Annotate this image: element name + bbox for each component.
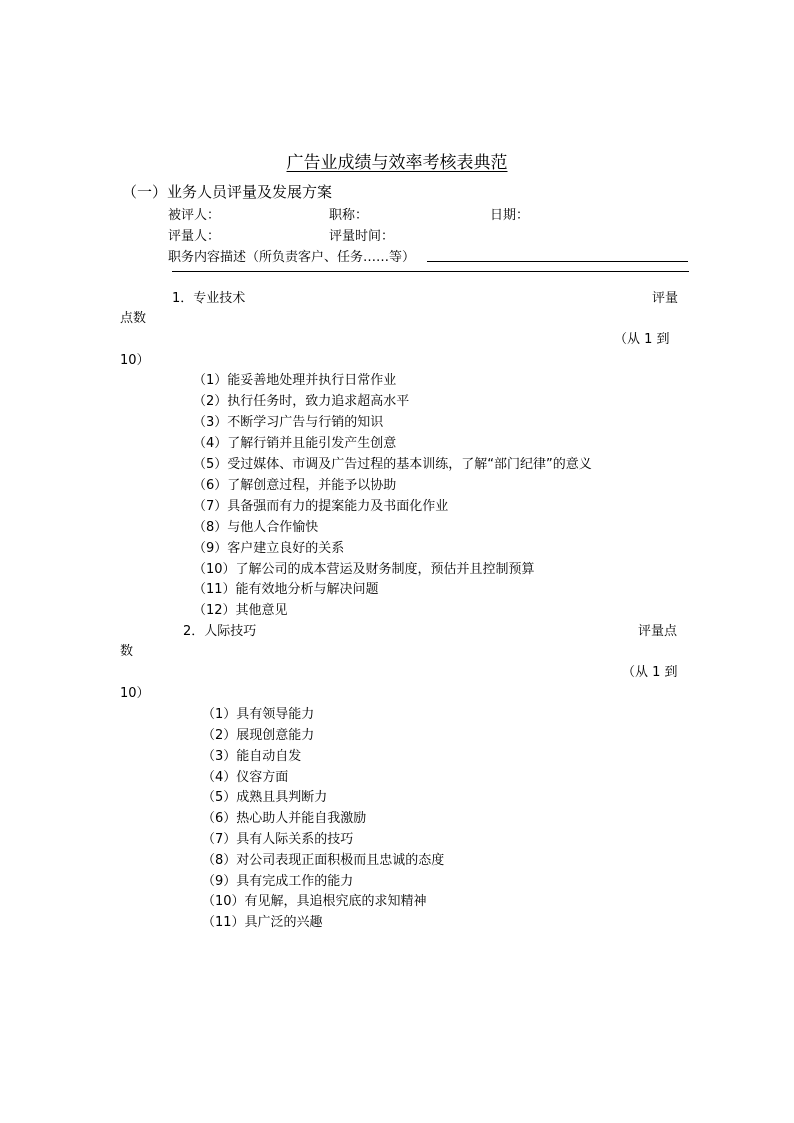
part1-range-label: （从 1 到: [614, 332, 670, 347]
part1-item: （10）了解公司的成本营运及财务制度，预估并且控制预算: [193, 562, 535, 577]
date-label: 日期：: [490, 208, 530, 223]
part1-item: （12）其他意见: [193, 603, 288, 618]
part1-item: （3）不断学习广告与行销的知识: [193, 415, 384, 430]
part2-item: （7）具有人际关系的技巧: [202, 832, 354, 847]
part2-item: （5）成熟且具判断力: [202, 790, 328, 805]
part1-item: （6）了解创意过程，并能予以协助: [193, 478, 397, 493]
part1-heading: 1．专业技术: [172, 291, 246, 306]
part2-item: （8）对公司表现正面积极而且忠诚的态度: [202, 853, 445, 868]
part2-range-label: （从 1 到: [622, 665, 678, 680]
part2-item: （1）具有领导能力: [202, 707, 315, 722]
duties-fill-line: [427, 261, 688, 262]
reviewer-label: 评量人：: [168, 229, 221, 244]
duties-label: 职务内容描述（所负责客户、任务……等）: [168, 250, 416, 265]
part2-item: （3）能自动自发: [202, 749, 302, 764]
part2-item: （4）仪容方面: [202, 770, 289, 785]
part1-range-label-cont: 10）: [120, 353, 150, 368]
part2-heading: 2．人际技巧: [183, 624, 257, 639]
section-heading: （一）业务人员评量及发展方案: [122, 183, 333, 201]
part2-item: （11）具广泛的兴趣: [202, 915, 323, 930]
part2-range-label-cont: 10）: [120, 686, 150, 701]
part1-score-label: 评量: [652, 291, 679, 306]
reviewee-label: 被评人：: [168, 208, 221, 223]
part2-score-label-cont: 数: [120, 644, 134, 659]
part1-item: （11）能有效地分析与解决问题: [193, 582, 379, 597]
part2-item: （9）具有完成工作的能力: [202, 874, 354, 889]
divider-line: [172, 271, 689, 272]
part1-item: （2）执行任务时，致力追求超高水平: [193, 394, 410, 409]
part2-score-label: 评量点: [638, 624, 678, 639]
job-title-label: 职称：: [329, 208, 369, 223]
document-title: 广告业成绩与效率考核表典范: [286, 153, 508, 173]
review-time-label: 评量时间：: [329, 229, 395, 244]
part2-item: （2）展现创意能力: [202, 728, 315, 743]
part1-score-label-cont: 点数: [120, 311, 147, 326]
part1-item: （8）与他人合作愉快: [193, 520, 319, 535]
part1-item: （9）客户建立良好的关系: [193, 541, 345, 556]
part1-item: （1）能妥善地处理并执行日常作业: [193, 373, 397, 388]
part2-item: （10）有见解，具追根究底的求知精神: [202, 894, 427, 909]
part2-item: （6）热心助人并能自我激励: [202, 811, 367, 826]
part1-item: （4）了解行销并且能引发产生创意: [193, 436, 397, 451]
part1-item: （7）具备强而有力的提案能力及书面化作业: [193, 499, 449, 514]
part1-item: （5）受过媒体、市调及广告过程的基本训练，了解“部门纪律”的意义: [193, 457, 592, 472]
